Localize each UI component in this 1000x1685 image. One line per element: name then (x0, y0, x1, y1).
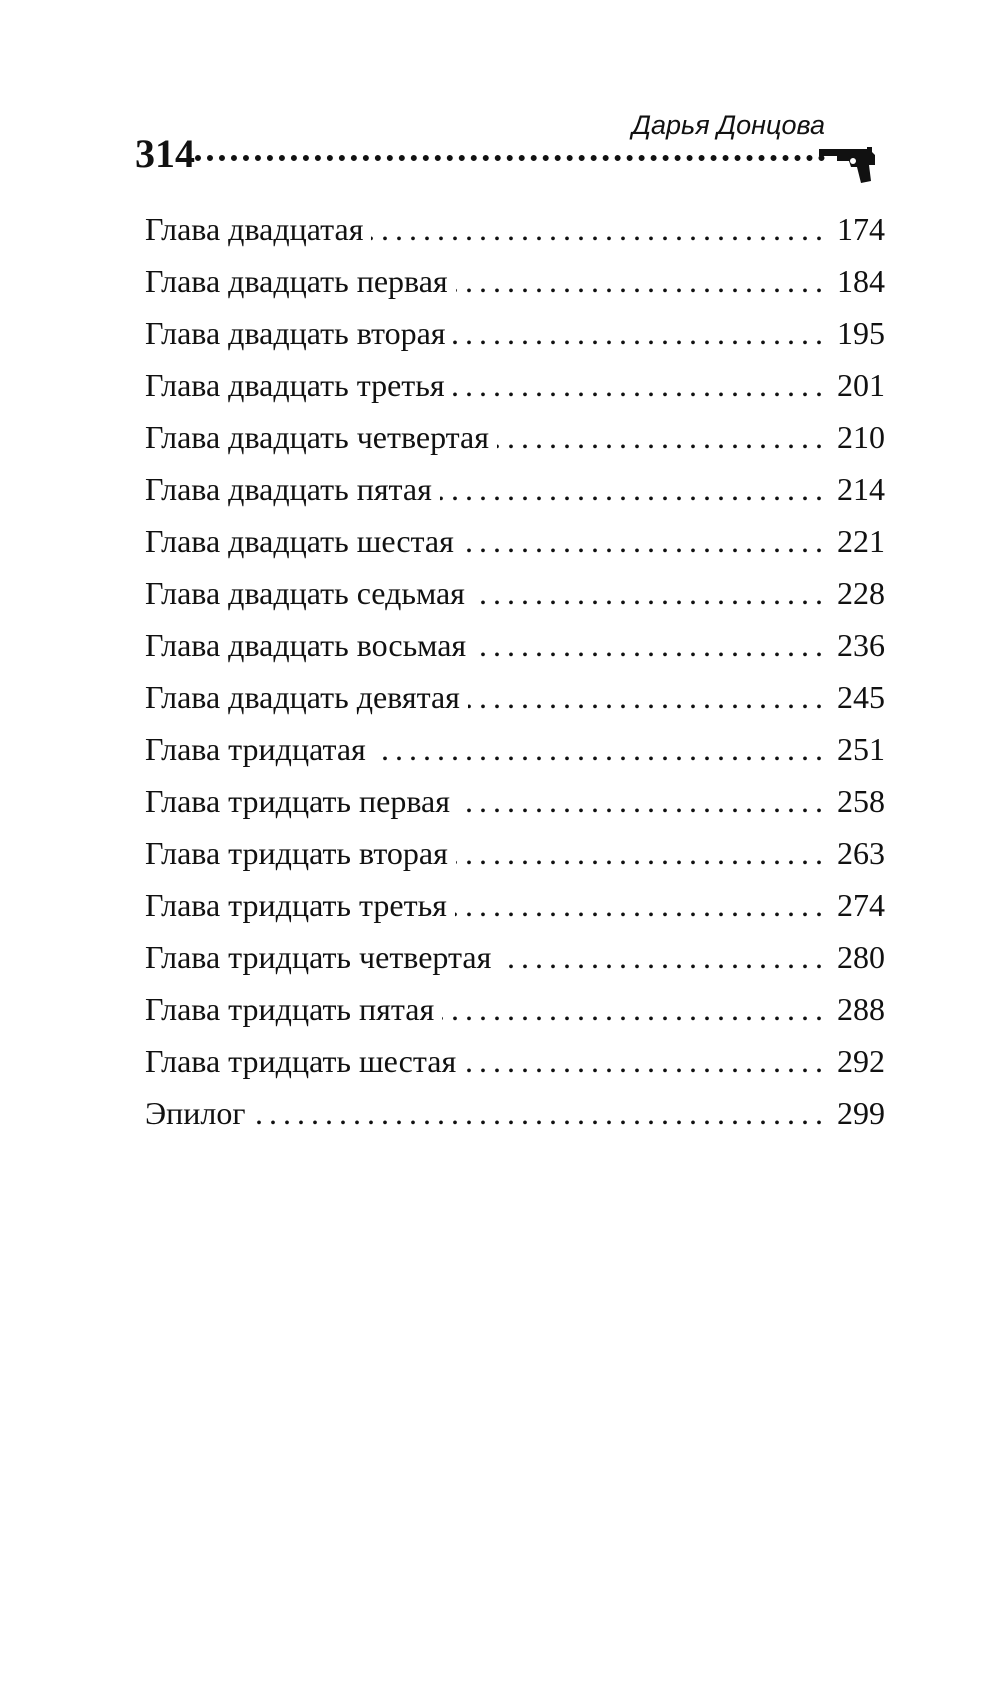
toc-entry-page: 184 (837, 263, 885, 299)
toc-entry-title: Глава тридцать вторая (145, 835, 448, 871)
toc-entry (145, 1035, 885, 1087)
toc-entry-title: Эпилог (145, 1095, 246, 1131)
toc-entry-page: 245 (837, 679, 885, 715)
toc-entry-page: 228 (837, 575, 885, 611)
toc-entry (145, 307, 885, 359)
toc-entry (145, 671, 885, 723)
toc-entry-page: 201 (837, 367, 885, 403)
toc-entry (145, 567, 885, 619)
revolver-icon (817, 143, 879, 185)
toc-entry-page: 274 (837, 887, 885, 923)
toc-entry-page: 263 (837, 835, 885, 871)
toc-entry-title: Глава тридцать первая (145, 783, 450, 819)
toc-entry-title: Глава тридцать пятая (145, 991, 435, 1027)
toc-entry-page: 299 (837, 1095, 885, 1131)
toc-entry-page: 210 (837, 419, 885, 455)
dot-leader (456, 827, 829, 879)
toc-entry-title: Глава двадцать пятая (145, 471, 432, 507)
toc-entry (145, 411, 885, 463)
dot-leader (473, 567, 829, 619)
toc-entry-page: 288 (837, 991, 885, 1027)
dot-leader (458, 775, 829, 827)
toc-entry-page: 195 (837, 315, 885, 351)
toc-entry (145, 931, 885, 983)
dot-leader (456, 255, 829, 307)
toc-entry-page: 258 (837, 783, 885, 819)
toc-entry-title: Глава двадцать восьмая (145, 627, 467, 663)
toc-entry-title: Глава двадцать седьмая (145, 575, 465, 611)
running-header (135, 108, 880, 193)
toc-entry (145, 775, 885, 827)
dot-leader (474, 619, 829, 671)
toc-entry-title: Глава тридцать третья (145, 887, 447, 923)
toc-entry (145, 723, 885, 775)
toc-entry-page: 236 (837, 627, 885, 663)
table-of-contents (145, 203, 885, 1139)
toc-entry (145, 463, 885, 515)
toc-entry (145, 1087, 885, 1139)
toc-entry (145, 983, 885, 1035)
toc-entry (145, 203, 885, 255)
dot-leader (499, 931, 829, 983)
toc-entry-page: 221 (837, 523, 885, 559)
dot-leader (462, 515, 829, 567)
dot-leader (440, 463, 829, 515)
toc-entry (145, 515, 885, 567)
toc-entry (145, 359, 885, 411)
dot-leader (468, 671, 829, 723)
toc-entry-title: Глава двадцать третья (145, 367, 445, 403)
toc-entry-page: 280 (837, 939, 885, 975)
toc-entry-page: 292 (837, 1043, 885, 1079)
toc-entry-title: Глава двадцать вторая (145, 315, 446, 351)
toc-entry-title: Глава двадцать шестая (145, 523, 454, 559)
toc-entry-title: Глава тридцатая (145, 731, 366, 767)
author-name: Дарья Донцова (631, 110, 825, 140)
dot-leader (253, 1087, 829, 1139)
toc-entry-title: Глава двадцатая (145, 211, 364, 247)
toc-entry (145, 255, 885, 307)
toc-entry-title: Глава двадцать девятая (145, 679, 460, 715)
dot-leader (442, 983, 829, 1035)
toc-entry (145, 827, 885, 879)
dot-leader (455, 879, 829, 931)
toc-entry (145, 879, 885, 931)
toc-entry-title: Глава двадцать первая (145, 263, 448, 299)
dot-leader (453, 307, 829, 359)
toc-entry-title: Глава тридцать четвертая (145, 939, 492, 975)
dotted-rule (195, 155, 825, 161)
toc-entry (145, 619, 885, 671)
toc-entry-page: 251 (837, 731, 885, 767)
page-number: 314 (135, 131, 195, 176)
dot-leader (374, 723, 829, 775)
toc-entry-title: Глава двадцать четвертая (145, 419, 489, 455)
toc-entry-page: 174 (837, 211, 885, 247)
toc-entry-title: Глава тридцать шестая (145, 1043, 457, 1079)
dot-leader (453, 359, 829, 411)
dot-leader (371, 203, 829, 255)
dot-leader (464, 1035, 829, 1087)
toc-entry-page: 214 (837, 471, 885, 507)
dot-leader (497, 411, 829, 463)
